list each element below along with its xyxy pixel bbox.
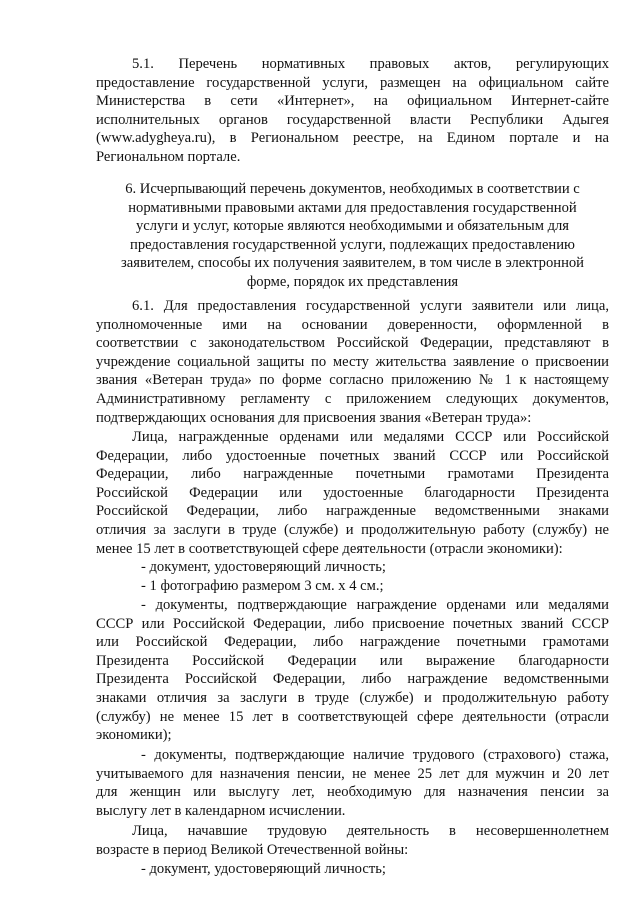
list-item-identity-document [96, 558, 609, 577]
text-line: Региональном портале. [96, 148, 241, 165]
paragraph-6-1 [96, 297, 609, 427]
text-line: учреждение социальной защиты по месту жительства заявление о присвоении [96, 353, 609, 370]
text-line: звания «Ветеран труда» по форме согласно приложению № 1 к настоящему [96, 372, 609, 389]
heading-line: 6. Исчерпывающий перечень документов, необходимых в соответствии с [125, 181, 580, 197]
text-line: Президента Российской Федерации, либо награждение ведомственными [96, 671, 609, 688]
text-line: учитываемого для назначения пенсии, не менее 25 лет для мужчин и 20 лет [96, 765, 609, 782]
heading-line: форме, порядок их представления [246, 273, 459, 290]
text-line: Российской Федерации, либо награжденные ведомственными знаками [96, 503, 609, 520]
text-line: Административному регламенту с приложением следующих документов, [96, 390, 609, 407]
section-6-heading [96, 180, 609, 292]
text-line: отличия за заслуги в труде (службе) и продолжительную работу (службу) не [96, 521, 609, 538]
text-line: соответствии с законодательством Российской Федерации, представляют в [96, 335, 609, 352]
text-line: (службу) не менее 15 лет в соответствующей сфере деятельности (отрасли [96, 708, 609, 725]
text-line: предоставление государственной услуги, размещен на официальном сайте [96, 74, 609, 91]
text-line: или Российской Федерации, либо награждение почетными грамотами [96, 634, 609, 651]
text-line: - документы, подтверждающие награждение орденами или медалями [141, 597, 609, 613]
heading-line: нормативными правовыми актами для предоставления государственной [128, 199, 577, 216]
text-line: менее 15 лет в соответствующей сфере деятельности (отрасли экономики): [96, 540, 563, 557]
text-line: (www.adygheya.ru), в Региональном реестре, на Едином портале и на [96, 130, 609, 147]
text-line: Российской Федерации или удостоенные благодарности Президента [96, 484, 609, 501]
text-line: выслугу лет в календарном исчислении. [96, 802, 346, 819]
text-line: возрасте в период Великой Отечественной войны: [96, 841, 409, 858]
text-line: знаками отличия за заслуги в труде (службе) и продолжительную работу [96, 689, 609, 706]
paragraph-awarded-persons [96, 428, 609, 558]
text-line: - документ, удостоверяющий личность; [141, 861, 386, 877]
text-line: 6.1. Для предоставления государственной услуги заявители или лица, [132, 298, 609, 314]
paragraph-minors [96, 822, 609, 859]
text-line: для женщин или выслугу лет, необходимую для назначения пенсии за [96, 784, 609, 801]
list-item-identity-document-2 [96, 860, 609, 879]
list-item-photo [96, 577, 609, 596]
text-line: подтверждающих основания для присвоения звания «Ветеран труда»: [96, 409, 532, 426]
list-item-work-experience [96, 746, 609, 820]
text-line: Федерации, либо награжденные почетными грамотами Президента [96, 466, 609, 483]
text-line: Лица, награжденные орденами или медалями СССР или Российской [132, 429, 609, 445]
list-item-award-documents [96, 596, 609, 745]
paragraph-5-1 [96, 55, 609, 167]
text-line: экономики); [96, 727, 172, 744]
text-line: Министерства в сети «Интернет», на официальном Интернет-сайте [96, 93, 609, 110]
text-line: 5.1. Перечень нормативных правовых актов, регулирующих [132, 56, 609, 72]
text-line: - 1 фотографию размером 3 см. х 4 см.; [141, 578, 384, 594]
heading-line: заявителем, способы их получения заявителем, в том числе в электронной [121, 255, 584, 272]
text-line: - документ, удостоверяющий личность; [141, 559, 386, 575]
text-line: Президента Российской Федерации или выражение благодарности [96, 652, 609, 669]
text-line: уполномоченные ими на основании доверенности, оформленной в [96, 316, 609, 333]
heading-line: услуги и услуг, которые являются необходимыми и обязательным для [135, 218, 570, 235]
text-line: Лица, начавшие трудовую деятельность в несовершеннолетнем [132, 823, 609, 839]
text-line: исполнительных органов государственной власти Республики Адыгея [96, 111, 609, 128]
heading-line: предоставления государственной услуги, подлежащих предоставлению [130, 236, 575, 253]
text-line: Федерации, либо удостоенные почетных званий СССР или Российской [96, 447, 609, 464]
text-line: - документы, подтверждающие наличие трудового (страхового) стажа, [141, 747, 609, 763]
text-line: СССР или Российской Федерации, либо присвоение почетных званий СССР [96, 615, 609, 632]
